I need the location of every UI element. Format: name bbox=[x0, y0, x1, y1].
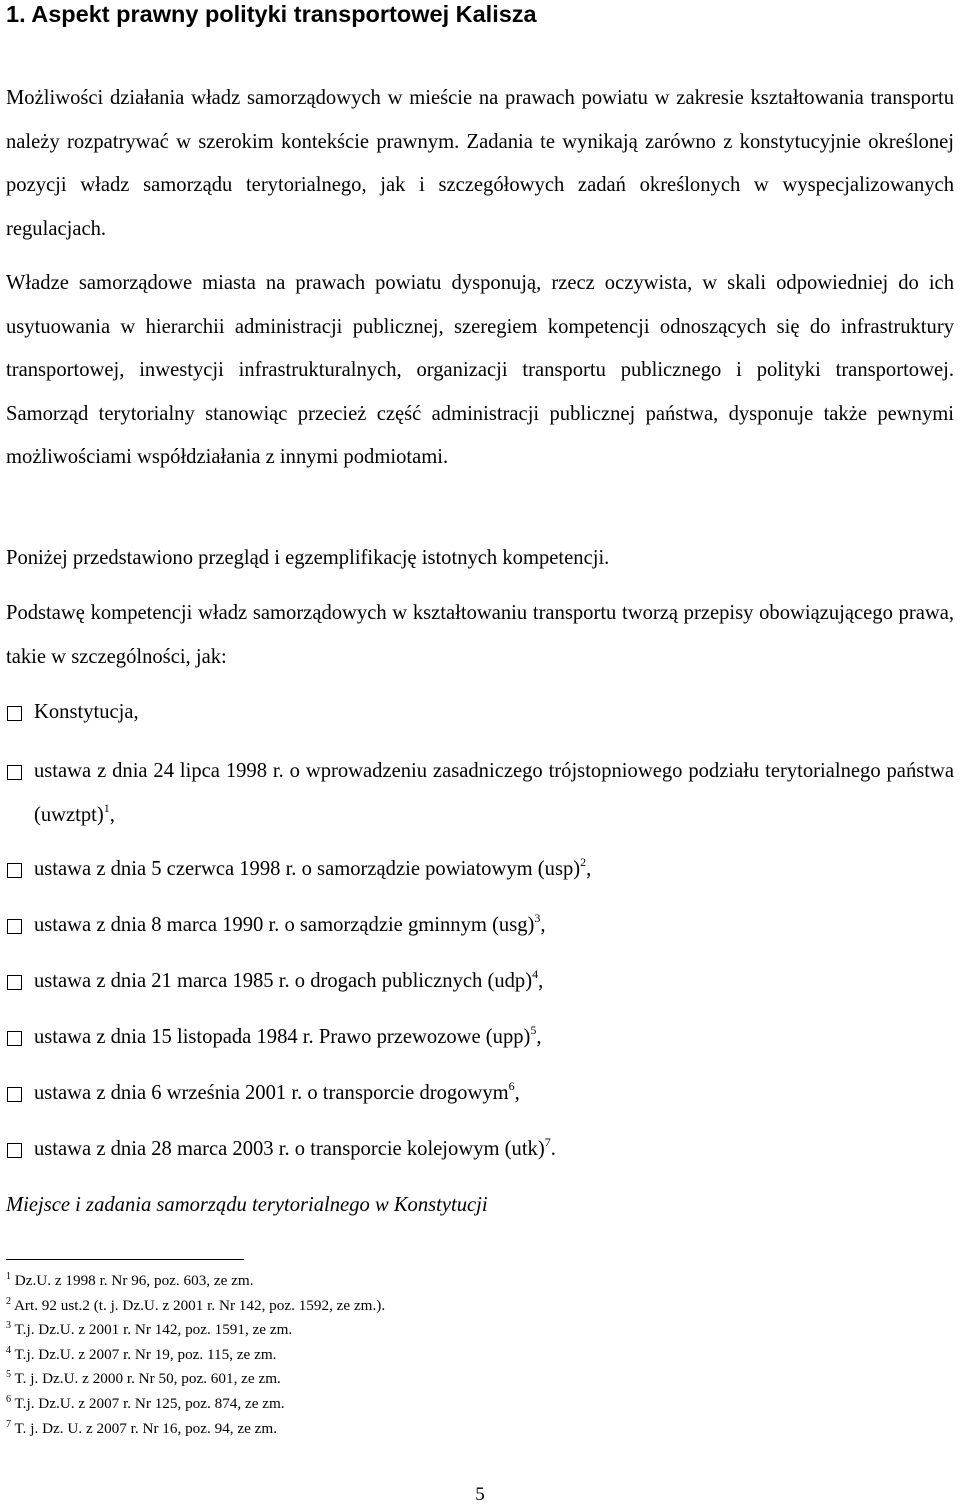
footnote bbox=[6, 1269, 906, 1294]
list-item-text: ustawa z dnia 8 marca 1990 r. o samorządzie gminnym (usg) bbox=[34, 914, 535, 936]
footnote-text: Dz.U. z 1998 r. Nr 96, poz. 603, ze zm. bbox=[14, 1272, 254, 1289]
list-item-text: ustawa z dnia 21 marca 1985 r. o drogach publicznych (udp) bbox=[34, 970, 533, 992]
footnote-ref: 6 bbox=[508, 1079, 515, 1093]
subsection-heading: Miejsce i zadania samorządu terytorialnego w Konstytucji bbox=[6, 1194, 488, 1216]
footnote-ref: 2 bbox=[580, 855, 587, 869]
paragraph-legal-basis: Podstawę kompetencji władz samorządowych w kształtowaniu transportu tworzą przepisy obowiązującego prawa, takie w szczególności, jak: bbox=[6, 602, 954, 668]
checkbox-square-icon bbox=[7, 975, 22, 990]
footnote-number: 2 bbox=[6, 1295, 11, 1307]
footnote-text: T.j. Dz.U. z 2007 r. Nr 125, poz. 874, ze zm. bbox=[14, 1394, 285, 1412]
list-item bbox=[6, 1016, 954, 1060]
list-item bbox=[6, 1072, 954, 1116]
footnote-text: T.j. Dz.U. z 2001 r. Nr 142, poz. 1591, ze zm. bbox=[14, 1321, 293, 1339]
footnote-text: Art. 92 ust.2 (t. j. Dz.U. z 2001 r. Nr 142, poz. 1592, ze zm.). bbox=[13, 1296, 386, 1314]
checkbox-square-icon bbox=[7, 1143, 22, 1158]
footnote-ref: 7 bbox=[544, 1135, 551, 1149]
footnote-text: T. j. Dz. U. z 2007 r. Nr 16, poz. 94, ze zm. bbox=[14, 1419, 278, 1437]
footnote bbox=[6, 1343, 906, 1368]
checkbox-square-icon bbox=[7, 919, 22, 934]
list-item bbox=[6, 904, 954, 948]
footnote bbox=[6, 1367, 906, 1392]
list-item-text: ustawa z dnia 6 września 2001 r. o transporcie drogowym bbox=[34, 1082, 509, 1104]
checkbox-square-icon bbox=[7, 863, 22, 878]
list-item-tail: , bbox=[540, 914, 546, 936]
footnote-ref: 3 bbox=[534, 911, 541, 925]
page-number: 5 bbox=[475, 1484, 485, 1505]
checkbox-square-icon bbox=[7, 1031, 22, 1046]
list-item bbox=[6, 1128, 954, 1172]
footnote-number: 7 bbox=[6, 1418, 11, 1430]
list-item bbox=[6, 750, 954, 837]
footnote-ref: 5 bbox=[530, 1023, 537, 1037]
paragraph-competencies: Władze samorządowe miasta na prawach powiatu dysponują, rzecz oczywista, w skali odpowiedniej do ich usytuowania w hierarchii administracji publicznej, szeregiem kompetencji odnoszących się do infrastruktury transportowej, inwestycji infrastrukturalnych, organizacji transportu publicznego i polityki transportowej. Samorząd terytorialny stanowiąc przecież część administracji publicznej państwa, dysponuje także pewnymi możliwościami współdziałania z innymi podmiotami. bbox=[6, 272, 954, 468]
footnote-ref: 1 bbox=[103, 800, 110, 815]
footnote bbox=[6, 1392, 906, 1417]
list-item-text: ustawa z dnia 28 marca 2003 r. o transporcie kolejowym (utk) bbox=[34, 1138, 545, 1160]
list-item bbox=[6, 960, 954, 1004]
footnote-ref: 4 bbox=[532, 967, 539, 981]
footnote bbox=[6, 1417, 906, 1442]
list-item-text: Konstytucja, bbox=[34, 701, 139, 723]
list-item-tail: , bbox=[536, 1026, 542, 1048]
footnote-text: T.j. Dz.U. z 2007 r. Nr 19, poz. 115, ze zm. bbox=[14, 1345, 277, 1363]
footnote-number: 6 bbox=[6, 1393, 11, 1405]
list-item bbox=[6, 691, 954, 735]
footnotes bbox=[6, 1269, 906, 1441]
list-item bbox=[6, 848, 954, 892]
footnote-separator bbox=[6, 1259, 244, 1260]
list-item-tail: , bbox=[538, 970, 544, 992]
footnote-text: T. j. Dz.U. z 2000 r. Nr 50, poz. 601, ze zm. bbox=[14, 1370, 281, 1388]
footnote-number: 3 bbox=[6, 1320, 11, 1332]
paragraph-legal-context: Możliwości działania władz samorządowych w mieście na prawach powiatu w zakresie kształtowania transportu należy rozpatrywać w szerokim kontekście prawnym. Zadania te wynikają zarówno z konstytucyjnie określonej pozycji władz samorządu terytorialnego, jak i szczegółowych zadań określonych w wyspecjalizowanych regulacjach. bbox=[6, 87, 954, 240]
checkbox-square-icon bbox=[7, 706, 22, 721]
footnote-number: 4 bbox=[6, 1344, 11, 1356]
checkbox-square-icon bbox=[7, 1087, 22, 1102]
footnote-number: 5 bbox=[6, 1369, 11, 1381]
list-item-text: ustawa z dnia 15 listopada 1984 r. Prawo przewozowe (upp) bbox=[34, 1026, 531, 1048]
list-item-tail: , bbox=[586, 858, 592, 880]
list-item-tail: , bbox=[109, 803, 115, 826]
footnote-number: 1 bbox=[6, 1271, 11, 1282]
section-heading: 1. Aspekt prawny polityki transportowej Kalisza bbox=[6, 1, 537, 27]
footnote bbox=[6, 1294, 906, 1319]
footnote bbox=[6, 1318, 906, 1343]
list-item-text: ustawa z dnia 5 czerwca 1998 r. o samorządzie powiatowym (usp) bbox=[34, 858, 581, 880]
list-item-tail: . bbox=[550, 1138, 556, 1160]
list-item-tail: , bbox=[514, 1082, 520, 1104]
paragraph-overview: Poniżej przedstawiono przegląd i egzemplifikację istotnych kompetencji. bbox=[6, 547, 610, 569]
checkbox-square-icon bbox=[7, 765, 22, 780]
list-item-text: ustawa z dnia 24 lipca 1998 r. o wprowadzeniu zasadniczego trójstopniowego podziału terytorialnego państwa (uwztpt) bbox=[34, 760, 954, 826]
